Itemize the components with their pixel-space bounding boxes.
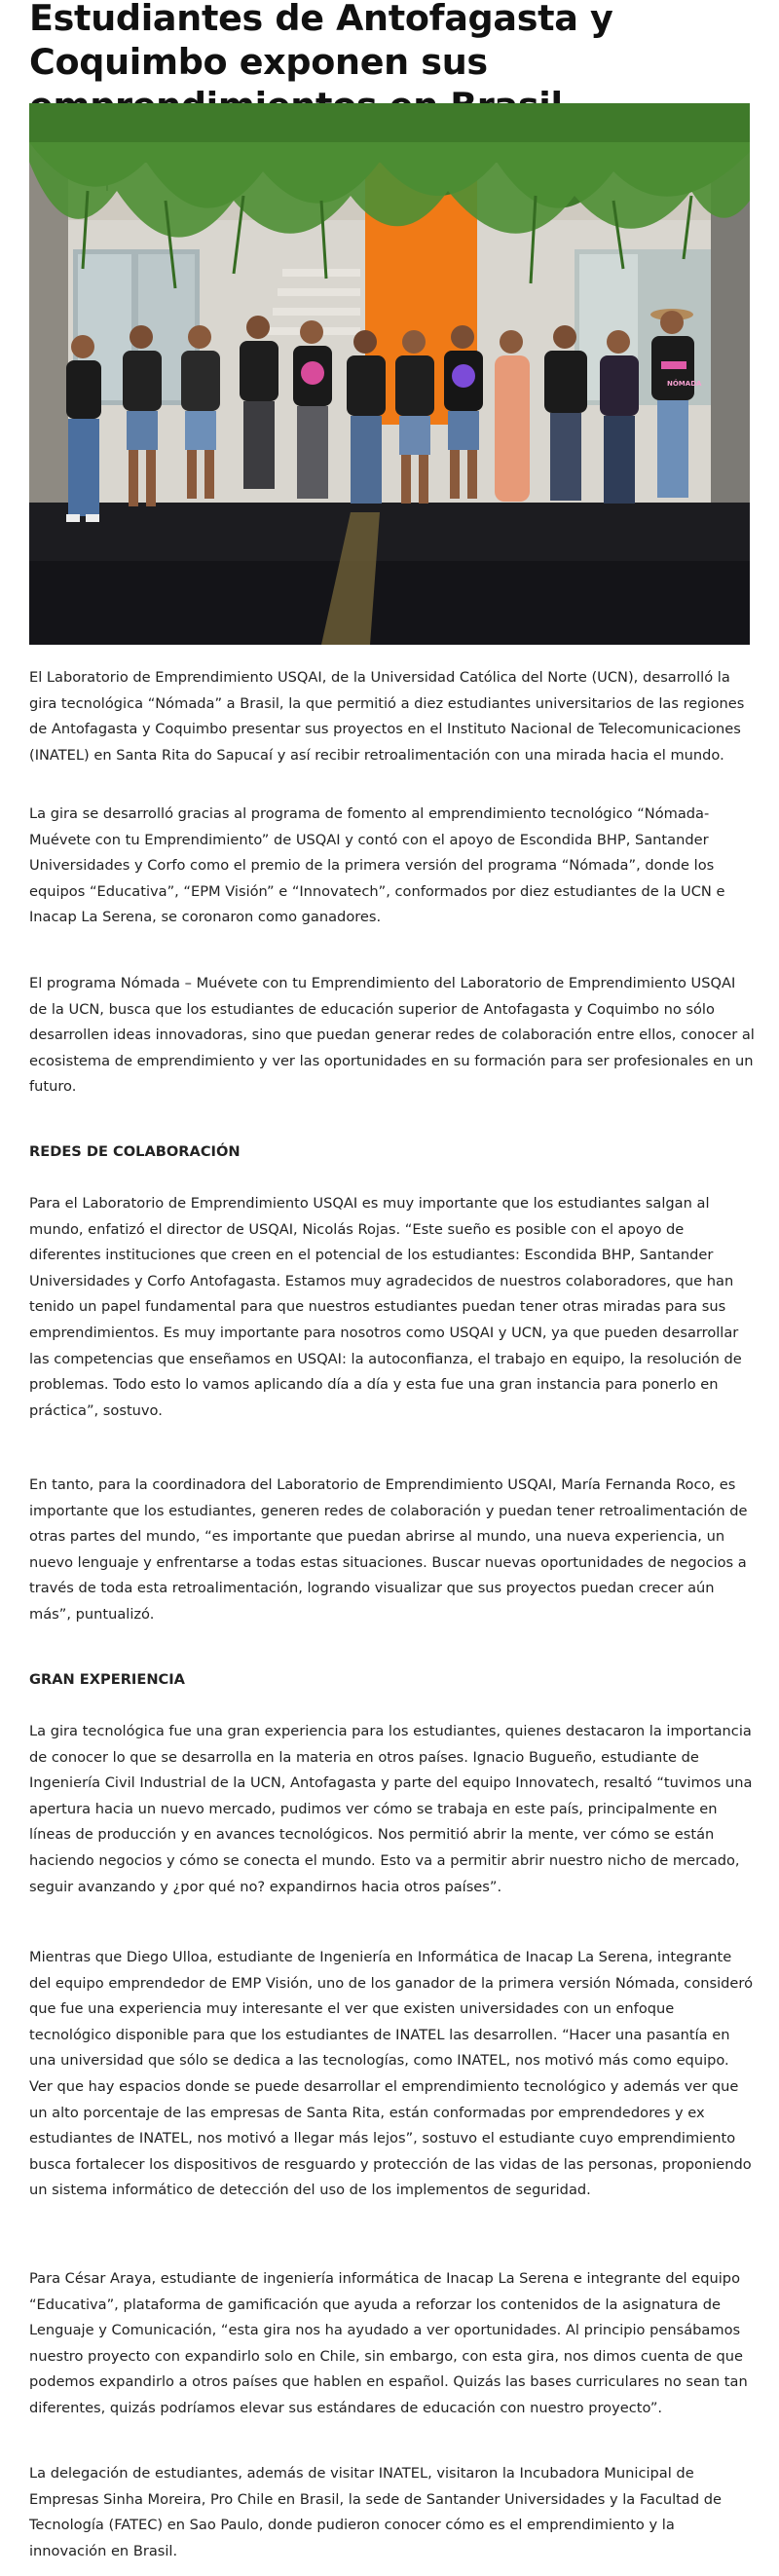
section-heading-collab: REDES DE COLABORACIÓN xyxy=(29,1143,241,1160)
paragraph-nomada: El programa Nómada – Muévete con tu Emprendimiento del Laboratorio de Emprendimiento USQAI de la UCN, busca que los estudiantes de educación superior de Antofagasta y Coquimbo no sólo desarrollen ideas innovadoras, sino que puedan generar redes de colaboración entre ellos, conocer al ecosistema de emprendimiento y ver las oportunidades en su formación para ser profesionales en un futuro. xyxy=(29,975,755,1096)
photo-banner-text: NÓMADA xyxy=(667,380,702,388)
paragraph-ignacio: La gira tecnológica fue una gran experiencia para los estudiantes, quienes destacaron la importancia de conocer lo que se desarrolla en la materia en otros países. Ignacio Bugueño, estudiante de Ingeniería Civil Industrial de la UCN, Antofagasta y parte del equipo Innovatech, resaltó “tuvimos una apertura hacia un nuevo mercado, pudimos ver cómo se trabaja en este país, principalmente en líneas de producción y en avances tecnológicos. Nos permitió abrir la mente, ver cómo se están haciendo negocios y cómo se conecta el mundo. Esto va a permitir abrir nuestro nicho de mercado, seguir avanzando y ¿por qué no? expandirnos hacia otros países”. xyxy=(29,1723,753,1895)
article-title: Estudiantes de Antofagasta y Coquimbo exponen sus xyxy=(29,0,613,83)
paragraph-coordinator: En tanto, para la coordinadora del Laboratorio de Emprendimiento USQAI, María Fernanda Roco, es importante que los estudiantes, generen redes de colaboración y puedan tener retroalimentación de otras partes del mundo, “es importante que puedan abrirse al mundo, una nueva experiencia, un nuevo lenguaje y enfrentarse a todas estas situaciones. Buscar nuevas oportunidades de negocios a través de toda esta retroalimentación, logrando visualizar que sus proyectos puedan crecer aún más”, puntualizó. xyxy=(29,1476,748,1623)
section-heading-experience: GRAN EXPERIENCIA xyxy=(29,1671,185,1688)
paragraph-diego: Mientras que Diego Ulloa, estudiante de Ingeniería en Informática de Inacap La Serena, integrante del equipo emprendedor de EMP Visión, uno de los ganador de la primera versión Nómada, consideró que fue una experiencia muy interesante el ver que existen universidades con un enfoque tecnológico disponible para que los estudiantes de INATEL las desarrollen. “Hacer una pasantía en una universidad que sólo se dedica a las tecnologías, como INATEL, nos motivó más como equipo. Ver que hay espacios donde se puede desarrollar el emprendimiento tecnológico y además ver que un alto porcentaje de las empresas de Santa Rita, están conformadas por emprendedores y ex estudiantes de INATEL, nos motivó a llegar más lejos”, sostuvo el estudiante cuyo emprendimiento busca fortalecer los dispositivos de resguardo y protección de las vidas de las personas, proponiendo un sistema informático de detección del uso de los implementos de seguridad. xyxy=(29,1949,754,2199)
group-photo xyxy=(29,103,750,645)
paragraph-delegation: La delegación de estudiantes, además de visitar INATEL, visitaron la Incubadora Municipal de Empresas Sinha Moreira, Pro Chile en Brasil, la sede de Santander Universidades y la Facultad de Tecnología (FATEC) en Sao Paulo, donde pudieron conocer cómo es el emprendimiento y la innovación en Brasil. xyxy=(29,2465,722,2559)
paragraph-cesar: Para César Araya, estudiante de ingeniería informática de Inacap La Serena e integrante del equipo “Educativa”, plataforma de gamificación que ayuda a reforzar los contenidos de la asignatura de Lenguaje y Comunicación, “esta gira nos ha ayudado a ver oportunidades. Al principio pensábamos nuestro proyecto con expandirlo solo en Chile, sin embargo, con esta gira, nos dimos cuenta de que podemos expandirlo a otros países que hablen en español. Quizás las bases curriculares no sean tan diferentes, quizás podríamos elevar sus estándares de educación con nuestro proyecto”. xyxy=(29,2270,748,2416)
paragraph-program: La gira se desarrolló gracias al programa de fomento al emprendimiento tecnológico “Nómada-Muévete con tu Emprendimiento” de USQAI y contó con el apoyo de Escondida BHP, Santander Universidades y Corfo como el premio de la primera versión del programa “Nómada”, donde los equipos “Educativa”, “EPM Visión” e “Innovatech”, conformados por diez estudiantes de la UCN e Inacap La Serena, se coronaron como ganadores. xyxy=(29,805,725,926)
paragraph-intro: El Laboratorio de Emprendimiento USQAI, de la Universidad Católica del Norte (UCN), desarrolló la gira tecnológica “Nómada” a Brasil, la que permitió a diez estudiantes universitarios de las regiones de Antofagasta y Coquimbo presentar sus proyectos en el Instituto Nacional de Telecomunicaciones (INATEL) en Santa Rita do Sapucaí y así recibir retroalimentación con una mirada hacia el mundo. xyxy=(29,669,745,764)
paragraph-director: Para el Laboratorio de Emprendimiento USQAI es muy importante que los estudiantes salgan al mundo, enfatizó el director de USQAI, Nicolás Rojas. “Este sueño es posible con el apoyo de diferentes instituciones que creen en el potencial de los estudiantes: Escondida BHP, Santander Universidades y Corfo Antofagasta. Estamos muy agradecidos de nuestros colaboradores, que han tenido un papel fundamental para que nuestros estudiantes puedan tener otras miradas para sus emprendimientos. Es muy importante para nosotros como USQAI y UCN, ya que pueden desarrollar las competencias que enseñamos en USQAI: la autoconfianza, el trabajo en equipo, la resolución de problemas. Todo esto lo vamos aplicando día a día y esta fue una gran instancia para ponerlo en práctica”, sostuvo. xyxy=(29,1195,742,1419)
